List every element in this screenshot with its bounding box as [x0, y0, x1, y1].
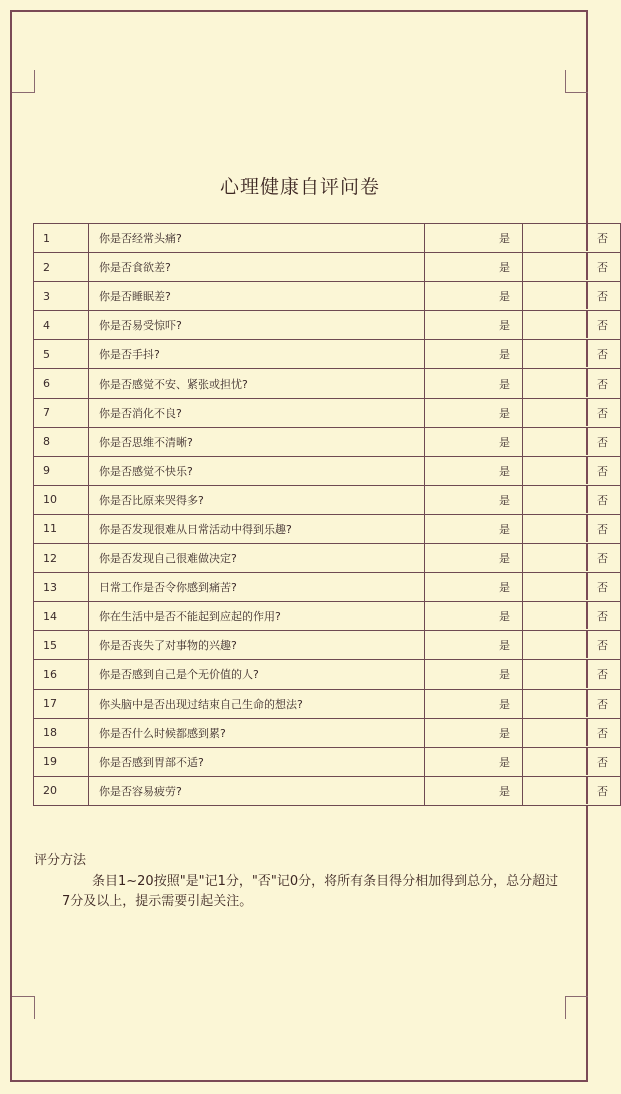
question-number: 12 [34, 544, 89, 573]
question-text: 你是否什么时候都感到累? [89, 718, 425, 747]
table-row [34, 602, 621, 631]
answer-yes-cell[interactable]: 是 [425, 485, 523, 514]
scoring-title: 评分方法 [34, 853, 87, 868]
question-number: 8 [34, 427, 89, 456]
question-text: 你是否食欲差? [89, 253, 425, 282]
question-text: 你是否消化不良? [89, 398, 425, 427]
answer-no-cell[interactable]: 否 [523, 253, 621, 282]
question-number: 2 [34, 253, 89, 282]
answer-no-cell[interactable]: 否 [523, 631, 621, 660]
answer-no-cell[interactable]: 否 [523, 369, 621, 398]
answer-yes-cell[interactable]: 是 [425, 776, 523, 805]
question-text: 你是否易受惊吓? [89, 311, 425, 340]
answer-no-cell[interactable]: 否 [523, 282, 621, 311]
question-text: 你是否睡眠差? [89, 282, 425, 311]
question-number: 1 [34, 224, 89, 253]
question-text: 你是否思维不清晰? [89, 427, 425, 456]
answer-yes-cell[interactable]: 是 [425, 631, 523, 660]
answer-yes-cell[interactable]: 是 [425, 253, 523, 282]
table-row [34, 427, 621, 456]
table-row [34, 573, 621, 602]
answer-no-cell[interactable]: 否 [523, 776, 621, 805]
answer-yes-cell[interactable]: 是 [425, 427, 523, 456]
question-number: 19 [34, 747, 89, 776]
table-row [34, 660, 621, 689]
corner-mark-bottom-left [12, 996, 35, 1019]
answer-no-cell[interactable]: 否 [523, 602, 621, 631]
question-number: 6 [34, 369, 89, 398]
question-text: 你是否感觉不安、紧张或担忧? [89, 369, 425, 398]
question-text: 你是否发现自己很难做决定? [89, 544, 425, 573]
question-text: 你头脑中是否出现过结束自己生命的想法? [89, 689, 425, 718]
table-row [34, 456, 621, 485]
answer-no-cell[interactable]: 否 [523, 573, 621, 602]
answer-yes-cell[interactable]: 是 [425, 573, 523, 602]
answer-yes-cell[interactable]: 是 [425, 544, 523, 573]
question-number: 7 [34, 398, 89, 427]
question-text: 你是否手抖? [89, 340, 425, 369]
corner-mark-top-left [12, 70, 35, 93]
question-text: 日常工作是否令你感到痛苦? [89, 573, 425, 602]
question-number: 10 [34, 485, 89, 514]
answer-yes-cell[interactable]: 是 [425, 398, 523, 427]
table-row [34, 747, 621, 776]
question-number: 20 [34, 776, 89, 805]
table-row [34, 544, 621, 573]
table-row [34, 514, 621, 543]
table-row [34, 398, 621, 427]
answer-yes-cell[interactable]: 是 [425, 282, 523, 311]
question-text: 你是否经常头痛? [89, 224, 425, 253]
question-text: 你是否发现很难从日常活动中得到乐趣? [89, 514, 425, 543]
question-number: 17 [34, 689, 89, 718]
question-number: 16 [34, 660, 89, 689]
question-text: 你在生活中是否不能起到应起的作用? [89, 602, 425, 631]
answer-no-cell[interactable]: 否 [523, 544, 621, 573]
answer-yes-cell[interactable]: 是 [425, 747, 523, 776]
question-number: 14 [34, 602, 89, 631]
answer-no-cell[interactable]: 否 [523, 340, 621, 369]
table-row [34, 224, 621, 253]
question-text: 你是否感觉不快乐? [89, 456, 425, 485]
answer-no-cell[interactable]: 否 [523, 689, 621, 718]
scoring-text: 条目1~20按照"是"记1分，"否"记0分，将所有条目得分相加得到总分，总分超过7分及以上，提示需要引起关注。 [62, 874, 559, 909]
answer-no-cell[interactable]: 否 [523, 224, 621, 253]
corner-mark-bottom-right [565, 996, 588, 1019]
answer-yes-cell[interactable]: 是 [425, 340, 523, 369]
table-row [34, 369, 621, 398]
question-text: 你是否容易疲劳? [89, 776, 425, 805]
table-row [34, 253, 621, 282]
question-number: 3 [34, 282, 89, 311]
question-number: 9 [34, 456, 89, 485]
table-row [34, 776, 621, 805]
answer-no-cell[interactable]: 否 [523, 456, 621, 485]
question-text: 你是否丧失了对事物的兴趣? [89, 631, 425, 660]
page-title: 心理健康自评问卷 [219, 176, 380, 198]
answer-yes-cell[interactable]: 是 [425, 718, 523, 747]
table-row [34, 718, 621, 747]
table-row [34, 631, 621, 660]
question-number: 4 [34, 311, 89, 340]
question-text: 你是否比原来哭得多? [89, 485, 425, 514]
answer-no-cell[interactable]: 否 [523, 660, 621, 689]
answer-yes-cell[interactable]: 是 [425, 369, 523, 398]
table-row [34, 485, 621, 514]
answer-no-cell[interactable]: 否 [523, 398, 621, 427]
answer-no-cell[interactable]: 否 [523, 747, 621, 776]
answer-no-cell[interactable]: 否 [523, 485, 621, 514]
answer-no-cell[interactable]: 否 [523, 718, 621, 747]
question-number: 5 [34, 340, 89, 369]
question-number: 15 [34, 631, 89, 660]
corner-mark-top-right [565, 70, 588, 93]
answer-yes-cell[interactable]: 是 [425, 514, 523, 543]
answer-yes-cell[interactable]: 是 [425, 224, 523, 253]
question-text: 你是否感到胃部不适? [89, 747, 425, 776]
table-row [34, 340, 621, 369]
answer-yes-cell[interactable]: 是 [425, 311, 523, 340]
answer-yes-cell[interactable]: 是 [425, 660, 523, 689]
answer-no-cell[interactable]: 否 [523, 427, 621, 456]
answer-no-cell[interactable]: 否 [523, 311, 621, 340]
table-row [34, 282, 621, 311]
question-number: 18 [34, 718, 89, 747]
answer-yes-cell[interactable]: 是 [425, 602, 523, 631]
question-text: 你是否感到自己是个无价值的人? [89, 660, 425, 689]
question-number: 11 [34, 514, 89, 543]
table-row [34, 311, 621, 340]
answer-yes-cell[interactable]: 是 [425, 689, 523, 718]
answer-yes-cell[interactable]: 是 [425, 456, 523, 485]
table-row [34, 689, 621, 718]
question-number: 13 [34, 573, 89, 602]
questionnaire-table [33, 223, 621, 806]
answer-no-cell[interactable]: 否 [523, 514, 621, 543]
